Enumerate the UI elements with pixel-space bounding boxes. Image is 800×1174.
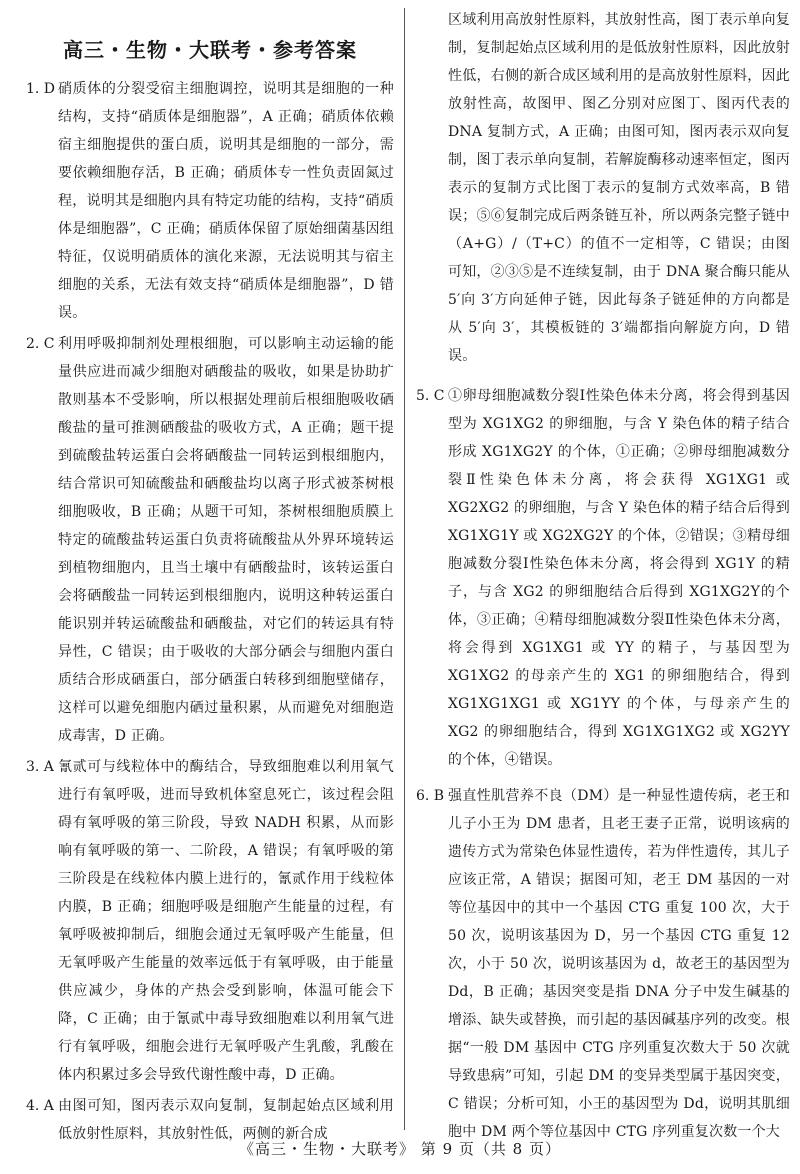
- answer-number: 1. D: [26, 81, 56, 97]
- answer-explanation: 由图可知，图丙表示双向复制，复制起始点区域利用低放射性原料，其放射性低，两侧的新合成: [58, 1098, 394, 1142]
- answer-explanation: 强直性肌营养不良（DM）是一种显性遗传病，老王和儿子小王为 DM 患者，且老王妻子正常，说明该病的遗传方式为常染色体显性遗传，若为伴性遗传，其儿子应该正常，A 错误；据图可知，老王 DM 基因的一对等位基因中的其中一个基因 CTG 重复 100 次，大于 50 次，说明该基因为 D，另一个基因 CTG 重复 12 次，小于 50 次，说明该基因为 d，故老王的基因型为 Dd，B 正确；基因突变是指 DNA 分子中发生碱基的增添、缺失或替换，而引起的基因碱基序列的改变。根据“一般 DM 基因中 CTG 序列重复次数大于 50 次就导致患病”可知，引起 DM 的变异类型属于基因突变，C 错误；分析可知，小王的基因型为 Dd，说明其肌细胞中 DM 两个等位基因中 CTG 序列重复次数一个大: [448, 788, 790, 1140]
- right-column: [416, 0, 790, 1140]
- answer-item-4-continued: 区域利用高放射性原料，其放射性高，图丁表示单向复制，复制起始点区域利用的是低放射性原料，因此放射性低，右侧的新合成区域利用的是高放射性原料，因此放射性高，故图甲、图乙分别对应图丁、图丙代表的 DNA 复制方式，A 正确；由图可知，图丙表示双向复制，图丁表示单向复制，若解旋酶移动速率恒定，图丙表示的复制方式比图丁表示的复制方式效率高，B 错误；⑤⑥复制完成后两条链互补，所以两条完整子链中（A+G）/（T+C）的值不一定相等，C 错误；由图可知，②③⑤是不连续复制，由于 DNA 聚合酶只能从 5′向 3′方向延伸子链，因此每条子链延伸的方向都是从 5′向 3′，其模板链的 3′端都指向解旋方向，D 错误。: [448, 12, 790, 364]
- answer-item-2: [26, 330, 394, 750]
- column-divider: [404, 8, 405, 1130]
- page-title: 高三・生物・大联考・参考答案: [63, 38, 357, 62]
- answer-explanation: 利用呼吸抑制剂处理根细胞，可以影响主动运输的能量供应进而减少细胞对硒酸盐的吸收，如果是协助扩散则基本不受影响，所以根据处理前后根细胞吸收硒酸盐的量可推测硒酸盐的吸收方式，A 正确；题干提到硫酸盐转运蛋白会将硒酸盐一同转运到根细胞内，结合常识可知硫酸盐和硒酸盐均以离子形式被茶树根细胞吸收，B 正确；从题干可知，茶树根细胞质膜上特定的硫酸盐转运蛋白负责将硫酸盐从外界环境转运到植物细胞内，且当土壤中有硒酸盐时，该转运蛋白会将硒酸盐一同转运到根细胞内，说明这种转运蛋白能识别并转运硫酸盐和硒酸盐，对它们的转运具有特异性，C 错误；由于吸收的大部分硒会与细胞内蛋白质结合形成硒蛋白，部分硒蛋白转移到细胞壁储存，这样可以避免细胞内硒过量积累，从而避免对细胞造成毒害，D 正确。: [58, 336, 394, 744]
- answer-item-1: [26, 75, 394, 327]
- answer-explanation: 氰贰可与线粒体中的酶结合，导致细胞难以利用氧气进行有氧呼吸，进而导致机体窒息死亡，该过程会阻碍有氧呼吸的第三阶段，导致 NADH 积累，从而影响有氧呼吸的第一、二阶段，A 错误；有氧呼吸的第三阶段是在线粒体内膜上进行的，氰贰作用于线粒体内膜，B 正确；细胞呼吸是细胞产生能量的过程，有氧呼吸被抑制后，细胞会通过无氧呼吸产生能量，但无氧呼吸产生能量的效率远低于有氧呼吸，由于能量供应减少，身体的产热会受到影响，体温可能会下降，C 正确；由于氰贰中毒导致细胞难以利用氧气进行有氧呼吸，细胞会进行无氧呼吸产生乳酸，乳酸在体内积累过多会导致代谢性酸中毒，D 正确。: [58, 759, 394, 1083]
- answer-item-3: [26, 753, 394, 1089]
- left-column: [26, 0, 394, 1142]
- answer-number: 2. C: [26, 336, 55, 352]
- page-footer: 《高三・生物・大联考》 第 9 页（共 8 页）: [239, 1140, 561, 1158]
- answer-explanation: ①卵母细胞减数分裂Ⅰ性染色体未分离，将会得到基因型为 XG1XG2 的卵细胞，与含 Y 染色体的精子结合形成 XG1XG2Y 的个体，①正确；②卵母细胞减数分裂Ⅱ性染色体未分离，将会获得 XG1XG1 或 XG2XG2 的卵细胞，与含 Y 染色体的精子结合后得到 XG1XG1Y 或 XG2XG2Y 的个体，②错误；③精母细胞减数分裂Ⅰ性染色体未分离，将会得到 XG1Y 的精子，与含 XG2 的卵细胞结合后得到 XG1XG2Y的个体，③正确；④精母细胞减数分裂Ⅱ性染色体未分离，将会得到 XG1XG1 或 YY 的精子，与基因型为 XG1XG2 的母亲产生的 XG1 的卵细胞结合，得到 XG1XG1XG1 或 XG1YY 的个体，与母亲产生的 XG2 的卵细胞结合，得到 XG1XG1XG2 或 XG2YY 的个体，④错误。: [448, 388, 790, 768]
- answer-number: 3. A: [26, 759, 54, 775]
- answer-item-5: [416, 382, 790, 774]
- answer-explanation: 硝质体的分裂受宿主细胞调控，说明其是细胞的一种结构，支持“硝质体是细胞器”，A 正确；硝质体依赖宿主细胞提供的蛋白质，说明其是细胞的一部分，需要依赖细胞存活，B 正确；硝质体专一性负责固氮过程，说明其是细胞内具有特定功能的结构，支持“硝质体是细胞器”，C 正确；硝质体保留了原始细菌基因组特征，仅说明硝质体的演化来源，无法说明其与宿主细胞的关系，无法有效支持“硝质体是细胞器”，D 错误。: [58, 81, 394, 321]
- answer-number: 6. B: [416, 788, 445, 804]
- answer-item-6: [416, 782, 790, 1146]
- answer-number: 5. C: [416, 388, 445, 404]
- answer-number: 4. A: [26, 1098, 54, 1114]
